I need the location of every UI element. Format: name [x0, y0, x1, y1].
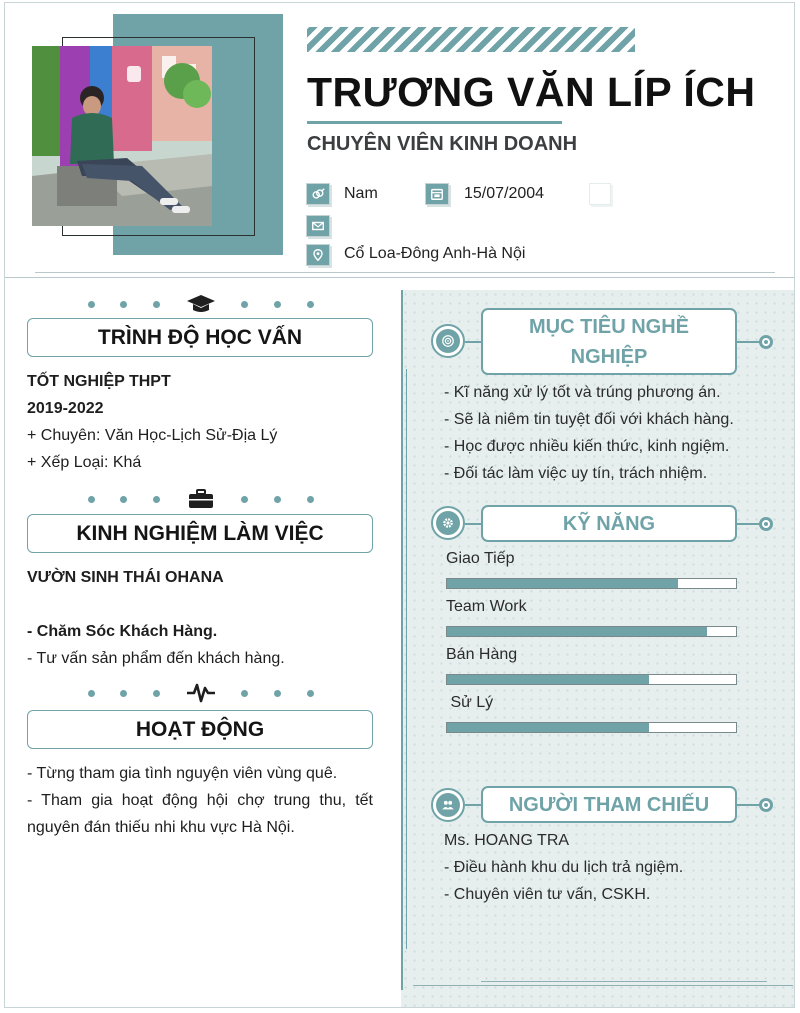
header-divider — [5, 277, 795, 278]
right-column-border — [401, 290, 403, 990]
objective-item: - Sẽ là niêm tin tuyệt đối với khách hàng. — [444, 411, 734, 428]
briefcase-icon — [185, 488, 217, 510]
connector-line — [465, 804, 481, 806]
skill-label: Bán Hàng — [446, 646, 518, 663]
section-divider-dots — [85, 682, 325, 704]
connector-line — [737, 523, 761, 525]
experience-company: VƯỜN SINH THÁI OHANA — [27, 569, 224, 586]
experience-duty: - Tư vấn sản phẩm đến khách hàng. — [27, 650, 285, 667]
objective-item: - Học được nhiều kiến thức, kinh ngiệm. — [444, 438, 730, 455]
skill-bar — [446, 578, 737, 589]
bottom-divider — [481, 981, 767, 982]
skill-bar — [446, 626, 737, 637]
header-divider — [35, 272, 775, 273]
location-icon — [306, 244, 330, 266]
connector-end — [759, 335, 773, 349]
skill-fill — [447, 675, 649, 684]
objective-heading — [481, 308, 737, 375]
activity-item: - Từng tham gia tình nguyện viên vùng quê. — [27, 765, 338, 782]
name-underline — [307, 121, 562, 124]
education-grade: + Xếp Loại: Khá — [27, 454, 142, 471]
skill-label: Team Work — [446, 598, 527, 615]
skill-bar — [446, 722, 737, 733]
skill-bar — [446, 674, 737, 685]
email-icon — [306, 215, 330, 237]
skill-fill — [447, 579, 678, 588]
skill-fill — [447, 723, 649, 732]
profile-photo — [32, 46, 212, 226]
experience-heading: KINH NGHIỆM LÀM VIỆC — [27, 514, 373, 553]
objective-heading-line2: NGHIỆP — [570, 345, 648, 368]
skill-label: Sử Lý — [446, 694, 494, 711]
cv-page — [4, 2, 795, 1008]
address-value: Cổ Loa-Đông Anh-Hà Nội — [344, 245, 526, 262]
target-icon — [431, 324, 465, 358]
skill-fill — [447, 627, 707, 636]
section-divider-dots — [85, 488, 325, 510]
activity-pulse-icon — [185, 682, 217, 704]
users-icon — [431, 788, 465, 822]
connector-line — [465, 341, 481, 343]
activities-heading: HOẠT ĐỘNG — [27, 710, 373, 749]
education-major: + Chuyên: Văn Học-Lịch Sử-Địa Lý — [27, 427, 278, 444]
reference-item: - Điều hành khu du lịch trả ngiệm. — [444, 859, 684, 876]
education-heading: TRÌNH ĐỘ HỌC VẤN — [27, 318, 373, 357]
candidate-name: TRƯƠNG VĂN LÍP ÍCH — [307, 69, 756, 115]
activity-item: - Tham gia hoạt động hội chợ trung thu, tết nguyên đán thiếu nhi khu vực Hà Nội. — [27, 792, 373, 836]
connector-line — [465, 523, 481, 525]
gear-icon — [431, 506, 465, 540]
right-column-timeline — [406, 369, 407, 949]
decorative-stripe-bar — [307, 27, 635, 52]
phone-icon-placeholder — [589, 183, 611, 205]
calendar-icon — [425, 183, 449, 205]
connector-end — [759, 798, 773, 812]
education-degree: TỐT NGHIỆP THPT — [27, 373, 171, 390]
references-heading: NGƯỜI THAM CHIẾU — [481, 786, 737, 823]
education-years: 2019-2022 — [27, 400, 104, 417]
bottom-divider — [413, 985, 793, 986]
skill-label: Giao Tiếp — [446, 550, 515, 567]
gender-icon — [306, 183, 330, 205]
birthdate-value: 15/07/2004 — [464, 185, 545, 202]
connector-line — [737, 341, 761, 343]
section-divider-dots — [85, 293, 325, 315]
experience-position: - Chăm Sóc Khách Hàng. — [27, 623, 218, 640]
objective-heading-line1: MỤC TIÊU NGHỀ — [529, 315, 689, 338]
gender-value: Nam — [344, 185, 378, 202]
objective-item: - Đối tác làm việc uy tín, trách nhiệm. — [444, 465, 708, 482]
job-title: CHUYÊN VIÊN KINH DOANH — [307, 133, 578, 155]
skills-heading: KỸ NĂNG — [481, 505, 737, 542]
reference-name: Ms. HOANG TRA — [444, 832, 570, 849]
connector-end — [759, 517, 773, 531]
graduation-cap-icon — [185, 293, 217, 315]
reference-item: - Chuyên viên tư vấn, CSKH. — [444, 886, 651, 903]
connector-line — [737, 804, 761, 806]
objective-item: - Kĩ năng xử lý tốt và trúng phương án. — [444, 384, 721, 401]
